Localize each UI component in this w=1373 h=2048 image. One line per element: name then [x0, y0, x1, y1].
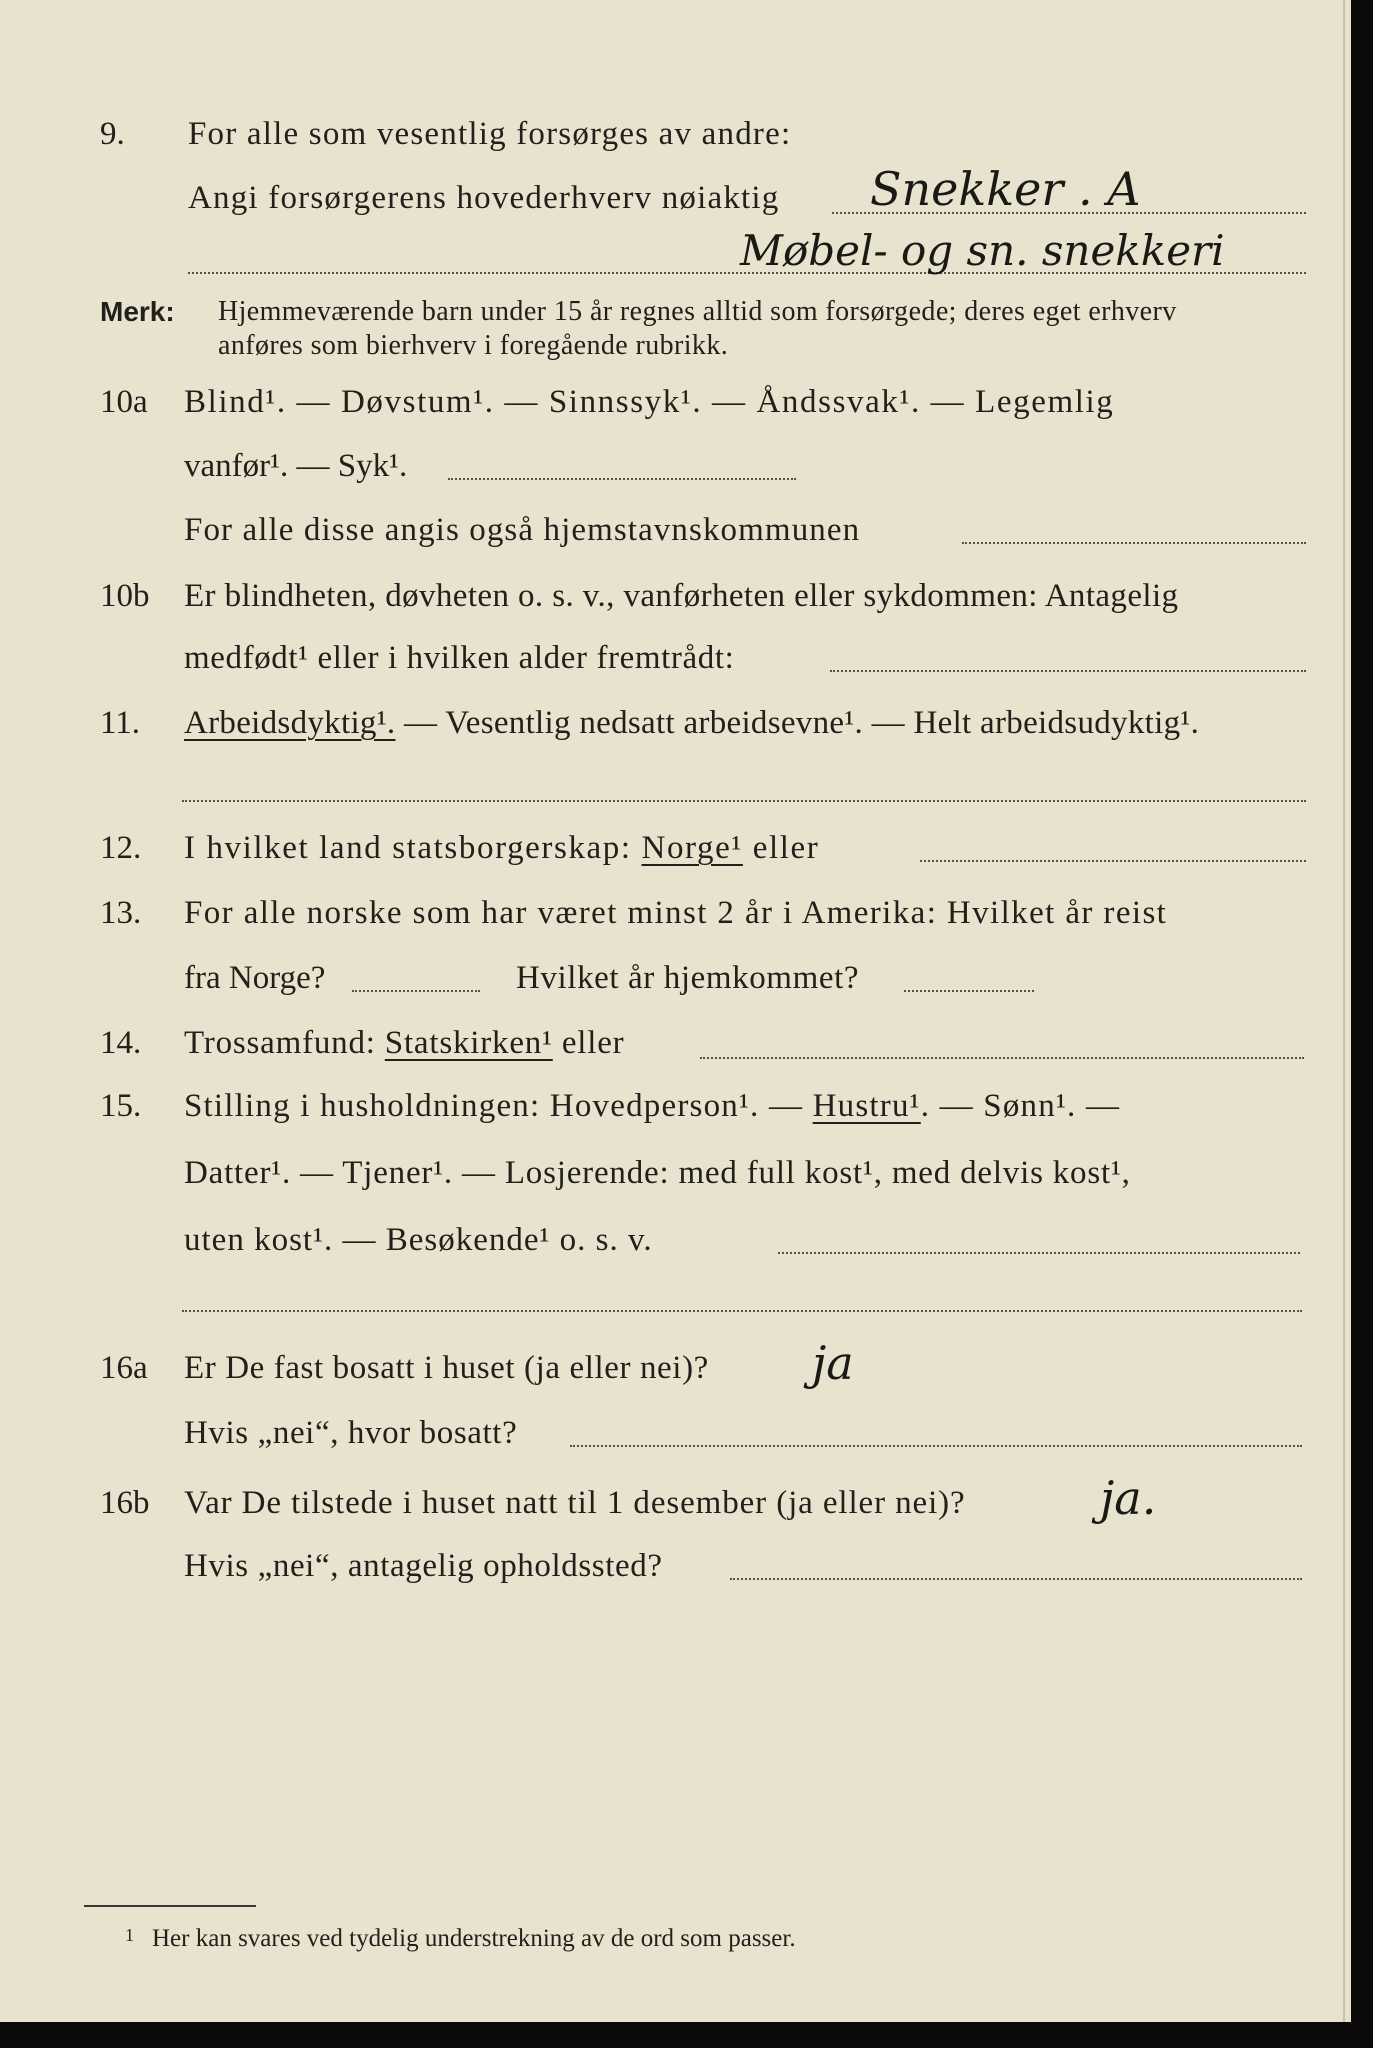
- question-text: For alle disse angis også hjemstavnskommunen: [184, 512, 861, 548]
- question-text: Hvilket år hjemkommet?: [516, 960, 860, 996]
- scan-border-right: [1351, 0, 1373, 2048]
- question-10b: [0, 578, 1320, 628]
- question-13-line-2: [0, 960, 1320, 1010]
- question-text: Hvis „nei“, antagelig opholdssted?: [184, 1548, 663, 1584]
- answer-line: [352, 990, 480, 992]
- handwritten-answer: Snekker . A: [870, 162, 1141, 216]
- question-text: For alle norske som har været minst 2 år i Amerika: Hvilket år reist: [184, 895, 1168, 931]
- question-prefix: I hvilket land statsborgerskap:: [184, 830, 642, 866]
- selected-option: Arbeidsdyktig¹.: [184, 705, 396, 741]
- question-number: 13.: [100, 895, 142, 931]
- answer-line: [448, 478, 796, 480]
- question-16a: [0, 1336, 1320, 1400]
- note-label: Merk:: [100, 296, 175, 327]
- question-suffix: eller: [552, 1025, 625, 1061]
- handwritten-answer: ja: [812, 1336, 854, 1390]
- scan-border-bottom: [0, 2022, 1373, 2048]
- question-text: Var De tilstede i huset natt til 1 desember (ja eller nei)?: [184, 1485, 966, 1521]
- question-9: [0, 116, 1320, 166]
- question-text: Hvis „nei“, hvor bosatt?: [184, 1415, 518, 1451]
- question-number: 14.: [100, 1025, 142, 1061]
- selected-option: Norge¹: [641, 830, 743, 866]
- answer-line: [830, 670, 1306, 672]
- question-text: [184, 705, 1199, 742]
- question-number: 15.: [100, 1088, 142, 1124]
- question-number: 12.: [100, 830, 142, 866]
- question-number: 11.: [100, 705, 141, 741]
- question-number: 16b: [100, 1485, 150, 1521]
- question-suffix: . — Sønn¹. —: [920, 1088, 1121, 1124]
- question-text: [184, 1025, 624, 1062]
- answer-line: [962, 542, 1306, 544]
- footnote-marker: 1: [125, 1925, 134, 1945]
- question-11-line-2: [0, 770, 1320, 820]
- question-11: [0, 705, 1320, 755]
- question-10b-line-2: [0, 640, 1320, 690]
- question-text: Er De fast bosatt i huset (ja eller nei)?: [184, 1350, 709, 1386]
- question-text: [184, 1088, 1120, 1125]
- note-text: anføres som bierhverv i foregående rubrikk.: [218, 330, 729, 361]
- question-number: 10b: [100, 578, 150, 614]
- question-text: vanfør¹. — Syk¹.: [184, 448, 408, 484]
- answer-line: [778, 1252, 1300, 1254]
- question-prefix: Stilling i husholdningen: Hovedperson¹. —: [184, 1088, 813, 1124]
- question-10a: [0, 384, 1320, 434]
- footnote-rule: [84, 1905, 256, 1907]
- question-text: medfødt¹ eller i hvilken alder fremtrådt:: [184, 640, 735, 676]
- selected-option: Statskirken¹: [384, 1025, 553, 1061]
- answer-line: [570, 1445, 1302, 1447]
- question-16a-line-2: [0, 1415, 1320, 1465]
- question-options: — Vesentlig nedsatt arbeidsevne¹. — Helt arbeidsudyktig¹.: [395, 705, 1200, 741]
- question-16b-line-2: [0, 1548, 1320, 1598]
- question-text: Blind¹. — Døvstum¹. — Sinnssyk¹. — Åndssvak¹. — Legemlig: [184, 384, 1115, 420]
- question-16b: [0, 1471, 1320, 1535]
- question-text: Datter¹. — Tjener¹. — Losjerende: med full kost¹, med delvis kost¹,: [184, 1155, 1131, 1191]
- selected-option: Hustru¹: [812, 1088, 921, 1124]
- question-prefix: Trossamfund:: [184, 1025, 385, 1061]
- question-text: uten kost¹. — Besøkende¹ o. s. v.: [184, 1222, 653, 1258]
- answer-line: [182, 800, 1306, 802]
- question-number: 10a: [100, 384, 148, 420]
- question-10a-line-3: [0, 512, 1320, 562]
- question-15-line-3: [0, 1222, 1320, 1272]
- answer-line: [730, 1578, 1302, 1580]
- question-13: [0, 895, 1320, 945]
- question-9-line-3: [0, 226, 1320, 290]
- answer-line: [904, 990, 1034, 992]
- answer-line: [182, 1310, 1302, 1312]
- answer-line: [700, 1057, 1304, 1059]
- question-suffix: eller: [742, 830, 820, 866]
- footnote-text: Her kan svares ved tydelig understrekning av de ord som passer.: [152, 1925, 796, 1952]
- question-number: 16a: [100, 1350, 148, 1386]
- question-9-line-2: [0, 162, 1320, 230]
- answer-line: [920, 860, 1306, 862]
- note-merk-line-2: [0, 330, 1320, 380]
- footnote: [125, 1925, 796, 1953]
- question-12: [0, 830, 1320, 880]
- question-text: fra Norge?: [184, 960, 326, 996]
- question-text: For alle som vesentlig forsørges av andre:: [188, 116, 792, 152]
- question-15-line-4: [0, 1288, 1320, 1338]
- question-10a-line-2: [0, 448, 1320, 498]
- question-15: [0, 1088, 1320, 1138]
- question-number: 9.: [100, 116, 125, 152]
- question-15-line-2: [0, 1155, 1320, 1205]
- question-14: [0, 1025, 1320, 1075]
- question-text: Er blindheten, døvheten o. s. v., vanførheten eller sykdommen: Antagelig: [184, 578, 1179, 614]
- page-edge-crease: [1343, 0, 1345, 2022]
- note-text: Hjemmeværende barn under 15 år regnes alltid som forsørgede; deres eget erhverv: [218, 296, 1177, 327]
- question-text: Angi forsørgerens hovederhverv nøiaktig: [188, 180, 780, 216]
- handwritten-answer: Møbel- og sn. snekkeri: [740, 226, 1225, 275]
- handwritten-answer: ja.: [1100, 1471, 1157, 1525]
- question-text: [184, 830, 819, 867]
